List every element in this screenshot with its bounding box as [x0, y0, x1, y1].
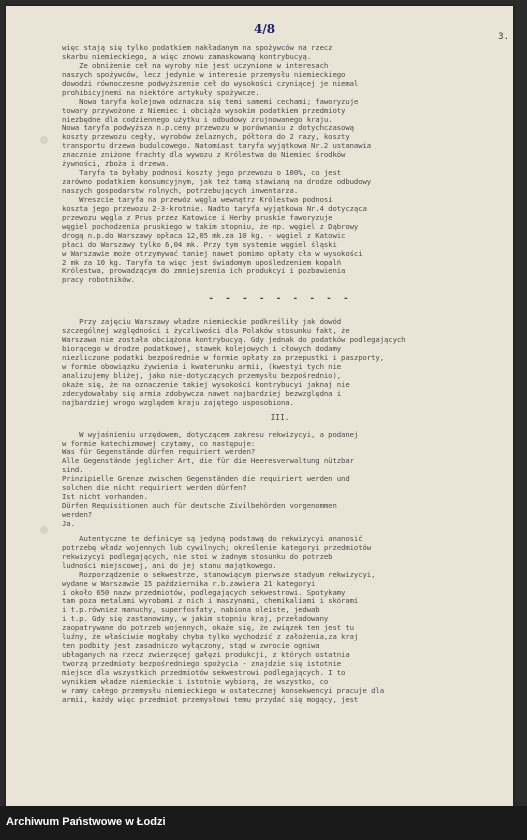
text-line: naszych gospodarstw rolnych, potrzebujących inwentarza. — [62, 187, 299, 195]
text-line: Alle Gegenstände jeglicher Art, die für die Heeresverwaltung nützbar — [62, 457, 354, 466]
text-line: solchen die nicht requiriert werden dürfen? — [62, 484, 247, 493]
text-line: drogą n.p.do Warszawy opłaca 12,05 mk.za 10 kg. - węgiel z Katowic — [62, 231, 346, 240]
text-line: w ramy całego przemysłu niemieckiego w ostatecznej konsekwencyi pracuje dla — [62, 686, 384, 695]
text-line: Was für Gegenstände dürfen requiriert werden? — [62, 448, 256, 457]
text-line: okaże się, że na oznaczenie takiej wysokości kontrybucyi jaknaj nie — [62, 380, 350, 389]
handwritten-mark: 4/8 — [254, 22, 276, 36]
text-line: prohibicyjnemi na niektóre artykuły spożywcze. — [62, 88, 260, 97]
text-line: niezliczone podatki bezpośrednie w formie opłaty za przepustki i paszporty, — [62, 354, 384, 363]
text-line: w formie katechizmowej czytamy, co następuje: — [62, 439, 256, 448]
text-line: Przy zajęciu Warszawy władze niemieckie podkreśliły jak dowód — [62, 318, 342, 327]
text-line: naszych spożywców, lecz jedynie w interesie przemysłu niemieckiego — [62, 70, 346, 79]
text-line: węgiel pochodzenia pruskiego w takim stopniu, że np. węgiel z Dąbrowy — [62, 222, 359, 231]
paragraph-block-5 — [62, 535, 498, 705]
text-line: płaci do Warszawy tylko 6,04 mk. Przy tym systemie węgiel śląski — [62, 240, 337, 249]
text-line: Wreszcie taryfa na przewóz węgla wewnątrz Królestwa podnosi — [62, 195, 333, 204]
text-line: dowodzi równoczesne podwyższenie ceł do wysokości czyniącej je niemal — [62, 79, 359, 88]
text-line: koszty przewozu cegły, wyrobów żelaznych, półtora do 2 razy, koszty — [62, 133, 350, 142]
paragraph-block-2 — [62, 169, 498, 285]
typed-text — [62, 44, 498, 705]
text-line: skarbu niemieckiego, a więc znowu zamaskowaną kontrybucyą. — [62, 52, 312, 61]
text-line: przewozu węgla z Prus przez Katowice i Herby pruskie faworyzuje — [62, 213, 333, 222]
paragraph-block-4 — [62, 431, 498, 529]
text-line: rekwizycyi podlegających, nie stoi w żadnym stosunku do potrzeb — [62, 552, 333, 561]
text-line: koszta jego przewozu 2-3-krotnie. Nadto taryfa wyjątkowa Nr.4 dotycząca — [62, 204, 367, 213]
text-line: Prinzipielle Grenze zwischen Gegenständen die requiriert werden und — [62, 475, 350, 484]
text-line: zarówno podatkiem konsumcyjnym, jak też tamą stawianą na drodze odbudowy — [62, 178, 372, 187]
text-line: tworzą przedmioty bezpośredniego spożycia - znajdzie się istotnie — [62, 660, 342, 669]
text-line: znacznie zniżone frachty dla wywozu z Królestwa do Niemiec środków — [62, 151, 346, 160]
text-line: ubłaganych na rzecz zwierzęcej gałęzi produkcji, z których ostatnia — [62, 651, 350, 660]
text-line: towary przywożone z Niemiec i obciąża wysokim podatkiem przedmioty — [62, 106, 346, 115]
text-line: wydane w Warszawie 15 października r.b.zawiera 21 kategoryi — [62, 579, 316, 588]
text-line: Ja. — [62, 519, 75, 528]
text-line: Ze obniżenie ceł na wyroby nie jest uczynione w interesach — [62, 61, 329, 70]
paragraph-block-1 — [62, 44, 498, 169]
text-line: miejsce dla wszystkich przedmiotów sekwestrowi podlegających. I to — [62, 668, 346, 677]
text-line: wynikiem władze niemieckie i istotnie wybiorą, że wszystko, co — [62, 677, 329, 686]
text-line: W wyjaśnieniu urzędowem, dotyczącem zakresu rekwizycyi, a podanej — [62, 430, 359, 439]
text-line: Taryfa ta byłaby podnosi koszty jego przewozu o 100%, co jest — [62, 169, 342, 178]
text-line: Dürfen Requisitionen auch für deutsche Zivilbehörden vorgenommen — [62, 502, 337, 511]
section-heading: III. — [270, 412, 290, 422]
text-line: i t.p. Gdy się zastanowimy, w jakim stopniu kraj, przeładowany — [62, 615, 329, 624]
text-line: zaopatrywane do potrzeb wojennych, okaże się, że związek ten jest tu — [62, 624, 354, 633]
text-line: 2 mk za 10 kg. Taryfa ta więc jest świadomym upośledzeniem kopalń — [62, 258, 342, 267]
text-line: Autentyczne te definicye są jedyną podstawą do rekwizycyi ananosić — [62, 534, 363, 543]
text-line: luźny, że właściwie mogłaby chyba tylko wychodzić z założenia,za kraj — [62, 633, 359, 642]
text-line: i około 650 nazw przedmiotów, podlegających sekwestrowi. Spotykamy — [62, 588, 346, 597]
text-line: Ist nicht vorhanden. — [62, 493, 148, 502]
text-line: żywności, zboża i drzewa. — [62, 160, 170, 169]
text-line: więc stają się tylko podatkiem nakładanym na spożywców na rzecz — [62, 44, 333, 52]
text-line: najbardziej wrogo względem kraju zajętego usposobiona. — [62, 398, 294, 407]
text-line: i t.p.równiez manuchy, superfosfaty, nabiona oleiste, jedwab — [62, 606, 320, 615]
text-line: pracy robotników. — [62, 276, 135, 285]
text-line: potrzebę władz wojennych lub cywilnych; określenie kategoryi przedmiotów — [62, 543, 372, 552]
text-line: w Warszawie może otrzymywać taniej nawet pomimo opłaty cła w wysokości — [62, 249, 363, 258]
page-number: 3. — [498, 32, 509, 42]
section-divider: - - - - - - - - - — [208, 294, 352, 305]
punch-hole — [40, 526, 48, 534]
text-line: ten podbity jest zasadniczo wyłączony, stąd w zwrocie ogniwa — [62, 642, 320, 651]
text-line: werden? — [62, 511, 93, 520]
text-line: szczególnej względności i życzliwości dla Polaków stosunku fakt, że — [62, 327, 350, 336]
punch-hole — [40, 136, 48, 144]
text-line: tam poza metalami wyrobami z nich i maszynami, chemikaliami i skórami — [62, 597, 359, 606]
text-line: Królestwa, prowadzącym do zmniejszenia ich produkcyi i pozbawienia — [62, 267, 346, 276]
document-page — [6, 6, 513, 806]
text-line: w formie obowiązku żywienia i kwaterunku armii, (kwestyi tych nie — [62, 362, 342, 371]
text-line: Rozporządzenie o sekwestrze, stanowiącym pierwsze stadyum rekwizycyi, — [62, 570, 376, 579]
text-line: zdecydowałaby się armia zdobywcza nawet najbardziej bezwzględna i — [62, 389, 342, 398]
text-line: ludności miejscowej, ani do jej stanu majątkowego. — [62, 561, 277, 570]
text-line: sind. — [62, 466, 84, 475]
text-line: Nowa taryfa podwyższa n.p.ceny przewozu w porównaniu z dotychczasową — [62, 124, 354, 133]
text-line: transportu drzewa budulcowego. Natomiast taryfa wyjątkowa Nr.2 ustanawia — [62, 142, 372, 151]
archive-footer — [0, 806, 527, 840]
text-line: biorącego w drodze podatkowej, stawek kolejowych i cłowych dodamy — [62, 345, 342, 354]
text-line: niezbędne dla codziennego użytku i odbudowy zrujnowanego kraju. — [62, 115, 333, 124]
text-line: Nowa taryfa kolejowa odznacza się temi samemi cechami; faworyzuje — [62, 97, 359, 106]
paragraph-block-3 — [62, 318, 498, 407]
text-line: Warszawa nie została obciążona kontrybucyą. Gdy jednak do podatków podlegających — [62, 336, 406, 345]
archive-name: Archiwum Państwowe w Łodzi — [6, 816, 166, 828]
text-line: armii, każdy więc przedmiot przemysłowi temu przydać się mogący, jest — [62, 695, 359, 704]
text-line: analizujemy bliżej, jako nie-dotyczących przemysłu bezpośrednio), — [62, 371, 342, 380]
